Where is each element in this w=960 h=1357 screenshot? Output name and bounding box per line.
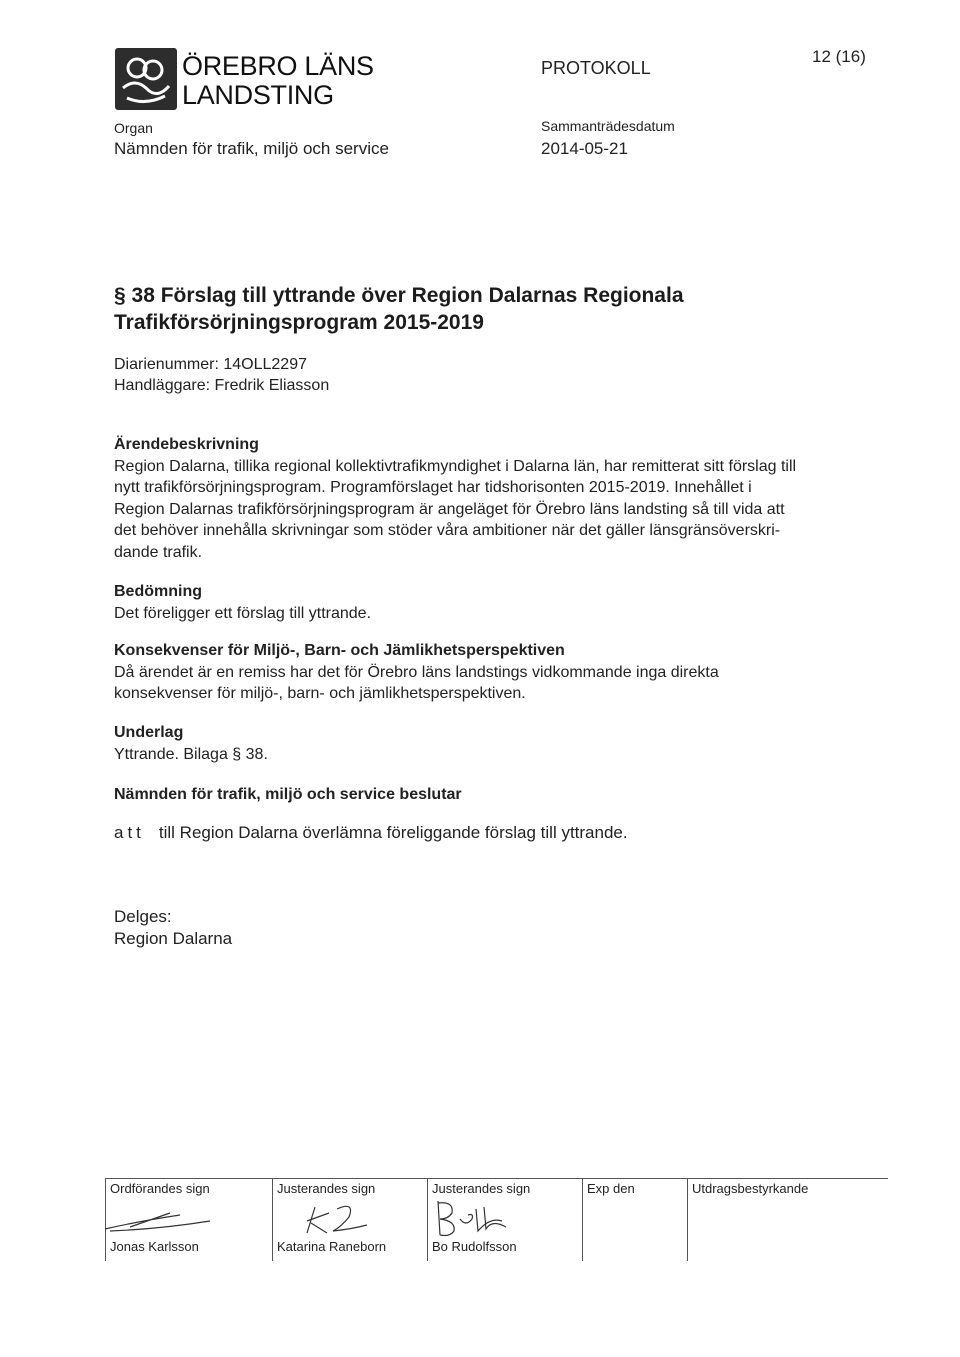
signature-label: Exp den (587, 1181, 635, 1196)
org-name-line1: ÖREBRO LÄNS (182, 51, 374, 81)
handwritten-signature-icon (100, 1207, 220, 1237)
signature-label: Ordförandes sign (110, 1181, 210, 1196)
document-meta (114, 354, 329, 396)
signature-cell (106, 1179, 273, 1262)
page-title (114, 282, 854, 336)
signature-label: Justerandes sign (277, 1181, 376, 1196)
att-marker: att (114, 823, 145, 842)
paragraph-line: nytt trafikförsörjningsprogram. Programförslaget har tidshorisonten 2015-2019. Innehållet i (114, 479, 752, 496)
date-label: Sammanträdesdatum (541, 118, 675, 134)
delges-label: Delges: (114, 907, 172, 926)
logo-emblem-icon (115, 48, 177, 110)
date-value: 2014-05-21 (541, 139, 628, 158)
decision-text: till Region Dalarna överlämna föreliggande förslag till yttrande. (158, 823, 628, 842)
section-arendebeskrivning (114, 434, 884, 563)
handwritten-signature-icon (432, 1197, 542, 1241)
paragraph-line: det behöver innehålla skrivningar som stöder våra ambitioner när det gäller länsgränsöverskri- (114, 522, 781, 539)
signatory-name: Bo Rudolfsson (432, 1239, 517, 1254)
page-number: 12 (16) (812, 47, 866, 66)
diarienummer: Diarienummer: 14OLL2297 (114, 356, 307, 373)
title-line1: § 38 Förslag till yttrande över Region Dalarnas Regionala (114, 284, 684, 307)
signature-cell (273, 1179, 428, 1262)
handlaggare: Handläggare: Fredrik Eliasson (114, 377, 330, 394)
section-konsekvenser (114, 640, 884, 705)
signatory-name: Katarina Raneborn (277, 1239, 387, 1254)
decision-clause (114, 823, 628, 843)
signature-label: Justerandes sign (432, 1181, 531, 1196)
title-line2: Trafikförsörjningsprogram 2015-2019 (114, 311, 484, 334)
signature-cell (428, 1179, 583, 1262)
section-heading: Ärendebeskrivning (114, 436, 259, 453)
signatory-name: Jonas Karlsson (110, 1239, 199, 1254)
document-type: PROTOKOLL (541, 58, 651, 78)
organ-value: Nämnden för trafik, miljö och service (114, 139, 389, 158)
section-heading: Underlag (114, 724, 184, 741)
org-name-line2: LANDSTING (182, 80, 334, 110)
signature-label: Utdragsbestyrkande (692, 1181, 809, 1196)
organ-label: Organ (114, 120, 153, 136)
paragraph-line: Det föreligger ett förslag till yttrande. (114, 604, 372, 622)
paragraph-line: dande trafik. (114, 543, 203, 561)
section-heading: Nämnden för trafik, miljö och service beslutar (114, 786, 462, 803)
section-underlag (114, 722, 884, 765)
organization-name (182, 52, 374, 110)
delges-block (114, 906, 232, 950)
signature-cell (583, 1179, 688, 1262)
landsting-logo-icon (115, 48, 177, 110)
section-heading: Konsekvenser för Miljö-, Barn- och Jämlikhetsperspektiven (114, 642, 565, 659)
signature-cell (688, 1179, 889, 1262)
section-heading: Bedömning (114, 583, 202, 600)
handwritten-signature-icon (297, 1199, 387, 1239)
signature-row (106, 1179, 889, 1262)
paragraph-line: Region Dalarnas trafikförsörjningsprogram är angeläget för Örebro läns landsting så till vida att (114, 500, 785, 518)
paragraph-line: konsekvenser för miljö-, barn- och jämlikhetsperspektiven. (114, 685, 526, 702)
paragraph-line: Region Dalarna, tillika regional kollektivtrafikmyndighet i Dalarna län, har remitterat sitt förslag till (114, 457, 797, 475)
paragraph-line: Yttrande. Bilaga § 38. (114, 745, 268, 763)
delges-value: Region Dalarna (114, 929, 233, 948)
section-beslut (114, 784, 884, 806)
paragraph-line: Då ärendet är en remiss har det för Örebro läns landstings vidkommande inga direkta (114, 663, 719, 681)
section-bedomning (114, 581, 884, 624)
signature-table (105, 1178, 888, 1261)
